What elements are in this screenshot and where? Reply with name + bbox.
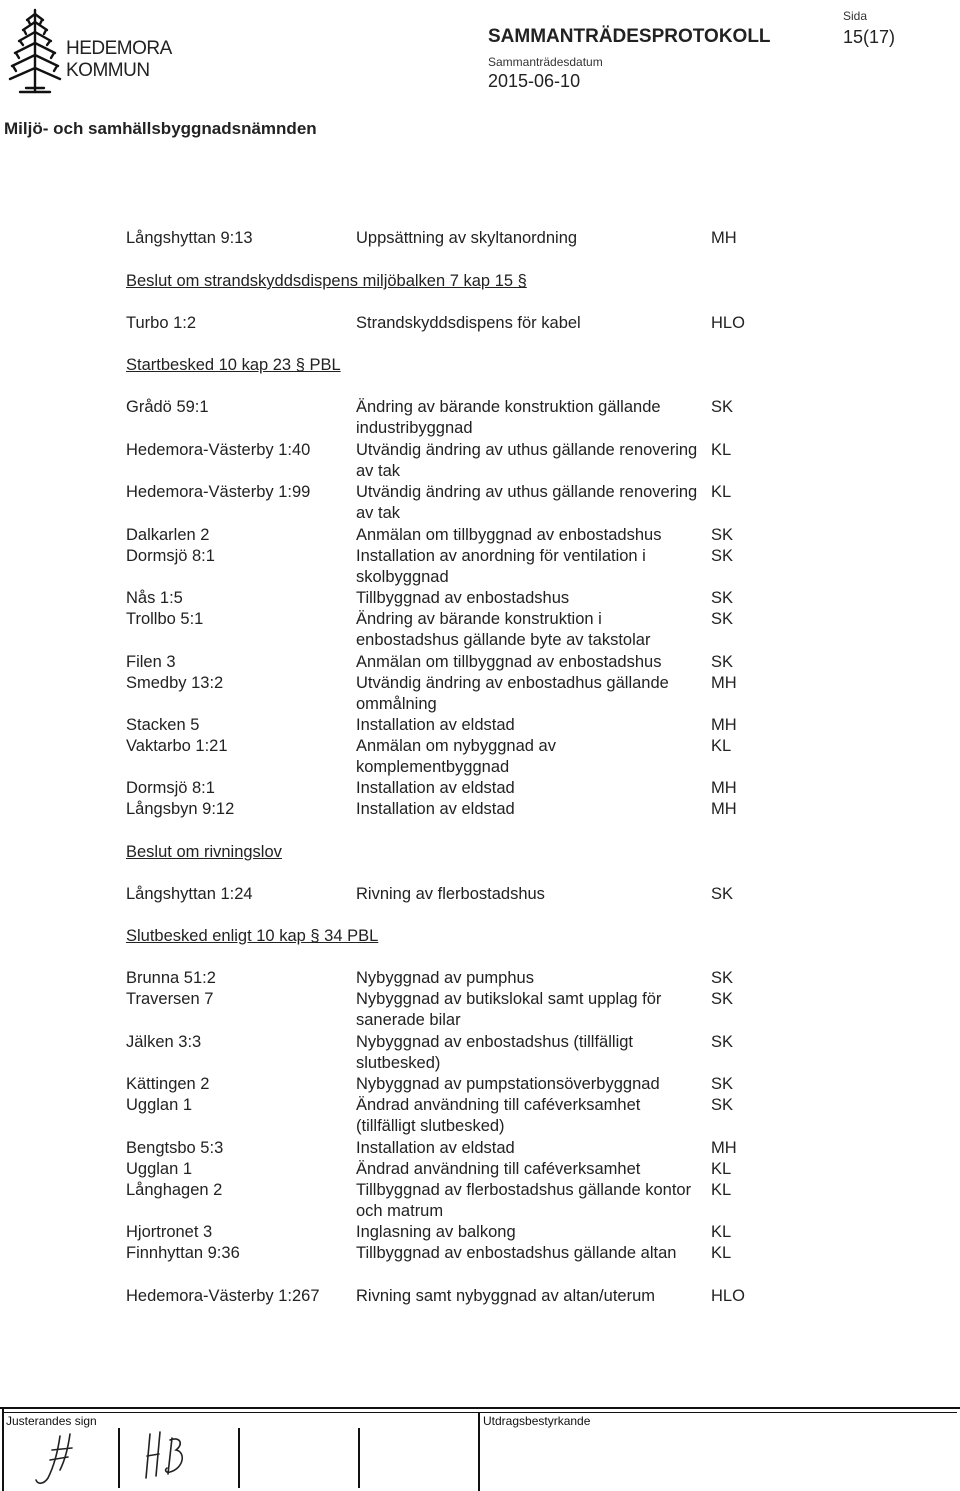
- property-name: Långshyttan 1:24: [126, 885, 253, 903]
- property-name: Långshyttan 9:13: [126, 229, 253, 247]
- officer-initials: MH: [711, 716, 737, 734]
- officer-initials: SK: [711, 547, 734, 565]
- case-description: Utvändig ändring av uthus gällande renovering av tak: [356, 441, 698, 480]
- officer-initials: SK: [711, 990, 734, 1008]
- property-name: Dalkarlen 2: [126, 526, 210, 544]
- officer-initials: MH: [711, 779, 737, 797]
- property-name: Turbo 1:2: [126, 314, 197, 332]
- case-description: Inglasning av balkong: [356, 1223, 516, 1241]
- property-name: Trollbo 5:1: [126, 610, 204, 628]
- footer-left-border: [2, 1407, 4, 1491]
- officer-initials: SK: [711, 589, 734, 607]
- adjuster-signature-2-image: [140, 1428, 190, 1484]
- property-name: Vaktarbo 1:21: [126, 737, 228, 755]
- officer-initials: KL: [711, 737, 732, 755]
- case-description: Tillbyggnad av enbostadshus gällande altan: [356, 1244, 677, 1262]
- meeting-date: 2015-06-10: [488, 71, 581, 91]
- property-name: Traversen 7: [126, 990, 214, 1008]
- officer-initials: SK: [711, 1075, 734, 1093]
- property-name: Hjortronet 3: [126, 1223, 213, 1241]
- property-name: Bengtsbo 5:3: [126, 1139, 224, 1157]
- signature-divider: [358, 1428, 360, 1488]
- property-name: Långhagen 2: [126, 1181, 223, 1199]
- officer-initials: HLO: [711, 314, 745, 332]
- case-description: Ändring av bärande konstruktion gällande industribyggnad: [356, 398, 661, 437]
- officer-initials: SK: [711, 653, 734, 671]
- property-name: Hedemora-Västerby 1:267: [126, 1287, 320, 1305]
- case-description: Nybyggnad av pumpstationsöverbyggnad: [356, 1075, 660, 1093]
- officer-initials: MH: [711, 1139, 737, 1157]
- case-description: Tillbyggnad av flerbostadshus gällande kontor och matrum: [356, 1181, 692, 1220]
- page-number: 15(17): [843, 27, 896, 47]
- case-description: Rivning samt nybyggnad av altan/uterum: [356, 1287, 655, 1305]
- officer-initials: KL: [711, 1160, 732, 1178]
- case-description: Ändring av bärande konstruktion i enbostadshus gällande byte av takstolar: [356, 610, 651, 649]
- property-name: Dormsjö 8:1: [126, 779, 215, 797]
- section-heading: Beslut om rivningslov: [126, 843, 282, 861]
- org-name-line2: KOMMUN: [66, 60, 150, 81]
- case-description: Uppsättning av skyltanordning: [356, 229, 578, 247]
- case-description: Anmälan om tillbyggnad av enbostadshus: [356, 526, 662, 544]
- property-name: Filen 3: [126, 653, 176, 671]
- case-description: Installation av eldstad: [356, 1139, 515, 1157]
- case-description: Nybyggnad av pumphus: [356, 969, 534, 987]
- officer-initials: KL: [711, 1223, 732, 1241]
- org-name-line1: HEDEMORA: [66, 38, 172, 59]
- adjuster-signature-1-image: [22, 1430, 82, 1488]
- section-heading: Beslut om strandskyddsdispens miljöbalken 7 kap 15 §: [126, 272, 527, 290]
- meeting-date-label: Sammanträdesdatum: [488, 55, 603, 69]
- property-name: Långsbyn 9:12: [126, 800, 235, 818]
- property-name: Ugglan 1: [126, 1096, 193, 1114]
- property-name: Dormsjö 8:1: [126, 547, 215, 565]
- case-description: Nybyggnad av butikslokal samt upplag för sanerade bilar: [356, 990, 662, 1029]
- officer-initials: SK: [711, 1096, 734, 1114]
- case-description: Ändrad användning till caféverksamhet: [356, 1160, 641, 1178]
- case-description: Tillbyggnad av enbostadshus: [356, 589, 570, 607]
- property-name: Ugglan 1: [126, 1160, 193, 1178]
- property-name: Kättingen 2: [126, 1075, 210, 1093]
- officer-initials: SK: [711, 885, 734, 903]
- officer-initials: KL: [711, 483, 732, 501]
- property-name: Hedemora-Västerby 1:99: [126, 483, 311, 501]
- case-description: Installation av eldstad: [356, 800, 515, 818]
- property-name: Grådö 59:1: [126, 398, 209, 416]
- section-heading: Startbesked 10 kap 23 § PBL: [126, 356, 341, 374]
- officer-initials: SK: [711, 526, 734, 544]
- case-description: Utvändig ändring av uthus gällande renovering av tak: [356, 483, 698, 522]
- case-description: Anmälan om nybyggnad av komplementbyggnad: [356, 737, 556, 776]
- officer-initials: MH: [711, 229, 737, 247]
- kommun-logo-tree-icon: [6, 6, 64, 96]
- property-name: Jälken 3:3: [126, 1033, 202, 1051]
- officer-initials: SK: [711, 969, 734, 987]
- case-description: Rivning av flerbostadshus: [356, 885, 545, 903]
- officer-initials: HLO: [711, 1287, 745, 1305]
- property-name: Nås 1:5: [126, 589, 183, 607]
- officer-initials: KL: [711, 1181, 732, 1199]
- property-name: Stacken 5: [126, 716, 200, 734]
- case-description: Nybyggnad av enbostadshus (tillfälligt slutbesked): [356, 1033, 633, 1072]
- signature-divider: [118, 1428, 120, 1488]
- property-name: Brunna 51:2: [126, 969, 216, 987]
- case-description: Installation av eldstad: [356, 716, 515, 734]
- officer-initials: KL: [711, 1244, 732, 1262]
- adjuster-sign-label: Justerandes sign: [6, 1414, 97, 1428]
- signature-divider: [238, 1428, 240, 1488]
- footer-middle-border: [478, 1412, 480, 1491]
- officer-initials: MH: [711, 674, 737, 692]
- page-label: Sida: [843, 9, 868, 23]
- case-description: Utvändig ändring av enbostadhus gällande ommålning: [356, 674, 669, 713]
- extract-certification-label: Utdragsbestyrkande: [483, 1414, 591, 1428]
- property-name: Finnhyttan 9:36: [126, 1244, 240, 1262]
- case-description: Ändrad användning till caféverksamhet (tillfälligt slutbesked): [356, 1096, 641, 1135]
- committee-name: Miljö- och samhällsbyggnadsnämnden: [4, 119, 317, 138]
- case-description: Anmälan om tillbyggnad av enbostadshus: [356, 653, 662, 671]
- footer-top-rule: [0, 1407, 960, 1409]
- section-heading: Slutbesked enligt 10 kap § 34 PBL: [126, 927, 379, 945]
- officer-initials: SK: [711, 398, 734, 416]
- officer-initials: SK: [711, 1033, 734, 1051]
- case-description: Strandskyddsdispens för kabel: [356, 314, 581, 332]
- case-description: Installation av anordning för ventilation i skolbyggnad: [356, 547, 646, 586]
- officer-initials: MH: [711, 800, 737, 818]
- footer-inner-rule: [2, 1412, 957, 1413]
- officer-initials: KL: [711, 441, 732, 459]
- property-name: Hedemora-Västerby 1:40: [126, 441, 311, 459]
- officer-initials: SK: [711, 610, 734, 628]
- case-description: Installation av eldstad: [356, 779, 515, 797]
- document-title: SAMMANTRÄDESPROTOKOLL: [488, 26, 771, 47]
- property-name: Smedby 13:2: [126, 674, 224, 692]
